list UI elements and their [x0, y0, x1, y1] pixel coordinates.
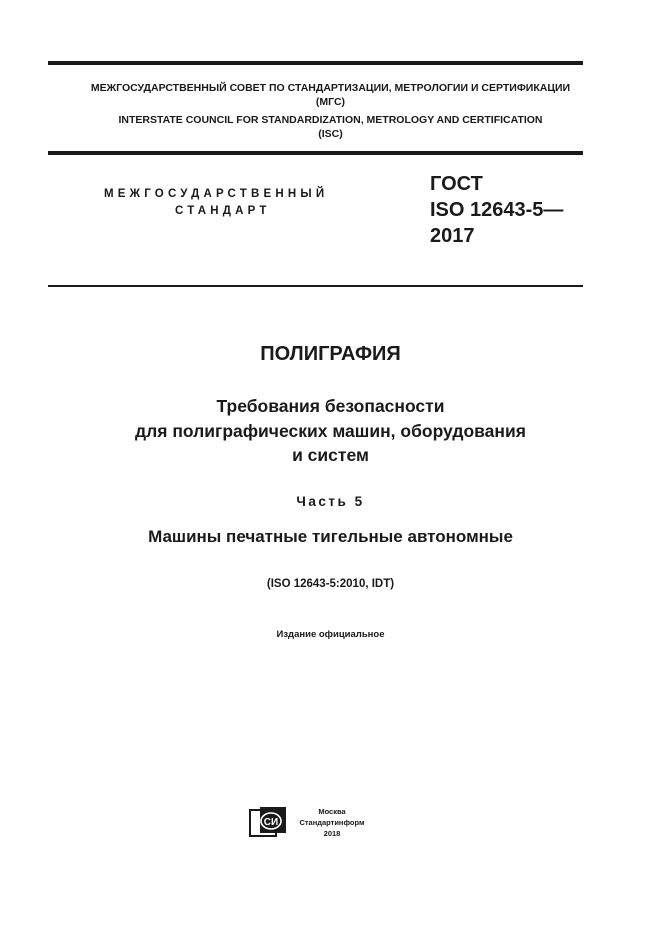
council-en-line1: INTERSTATE COUNCIL FOR STANDARDIZATION, METROLOGY AND CERTIFICATION: [118, 114, 543, 126]
council-ru-line2: (МГС): [315, 96, 346, 108]
designation-gost: ГОСТ: [430, 173, 483, 195]
publisher-block: [296, 806, 368, 839]
top-rule: [48, 61, 583, 65]
subtitle-line2: для полиграфических машин, оборудования: [135, 421, 526, 441]
part-label: Часть 5: [296, 494, 365, 509]
publisher-year: 2018: [323, 829, 341, 838]
standard-type-line2: СТАНДАРТ: [175, 205, 271, 217]
subtitle-line1: Требования безопасности: [216, 396, 445, 416]
publisher-city: Москва: [318, 807, 346, 816]
edition-label: Издание официальное: [276, 629, 385, 640]
designation-rule: [48, 285, 583, 287]
header-rule: [48, 151, 583, 155]
designation-year: 2017: [430, 225, 475, 247]
part-title: Машины печатные тигельные автономные: [148, 527, 513, 546]
standartinform-logo-icon: [249, 806, 287, 838]
council-en-line2: (ISC): [318, 128, 343, 140]
designation-number: ISO 12643-5—: [430, 199, 564, 221]
council-ru-line1: МЕЖГОСУДАРСТВЕННЫЙ СОВЕТ ПО СТАНДАРТИЗАЦИИ, МЕТРОЛОГИИ И СЕРТИФИКАЦИИ: [90, 82, 571, 94]
subtitle-line3: и систем: [292, 445, 369, 465]
publisher-name: Стандартинформ: [299, 818, 365, 827]
equivalence: (ISO 12643-5:2010, IDT): [266, 578, 395, 590]
logo-text: СИ: [263, 817, 279, 828]
standard-type-line1: МЕЖГОСУДАРСТВЕННЫЙ: [104, 188, 329, 200]
main-title: ПОЛИГРАФИЯ: [260, 343, 401, 365]
